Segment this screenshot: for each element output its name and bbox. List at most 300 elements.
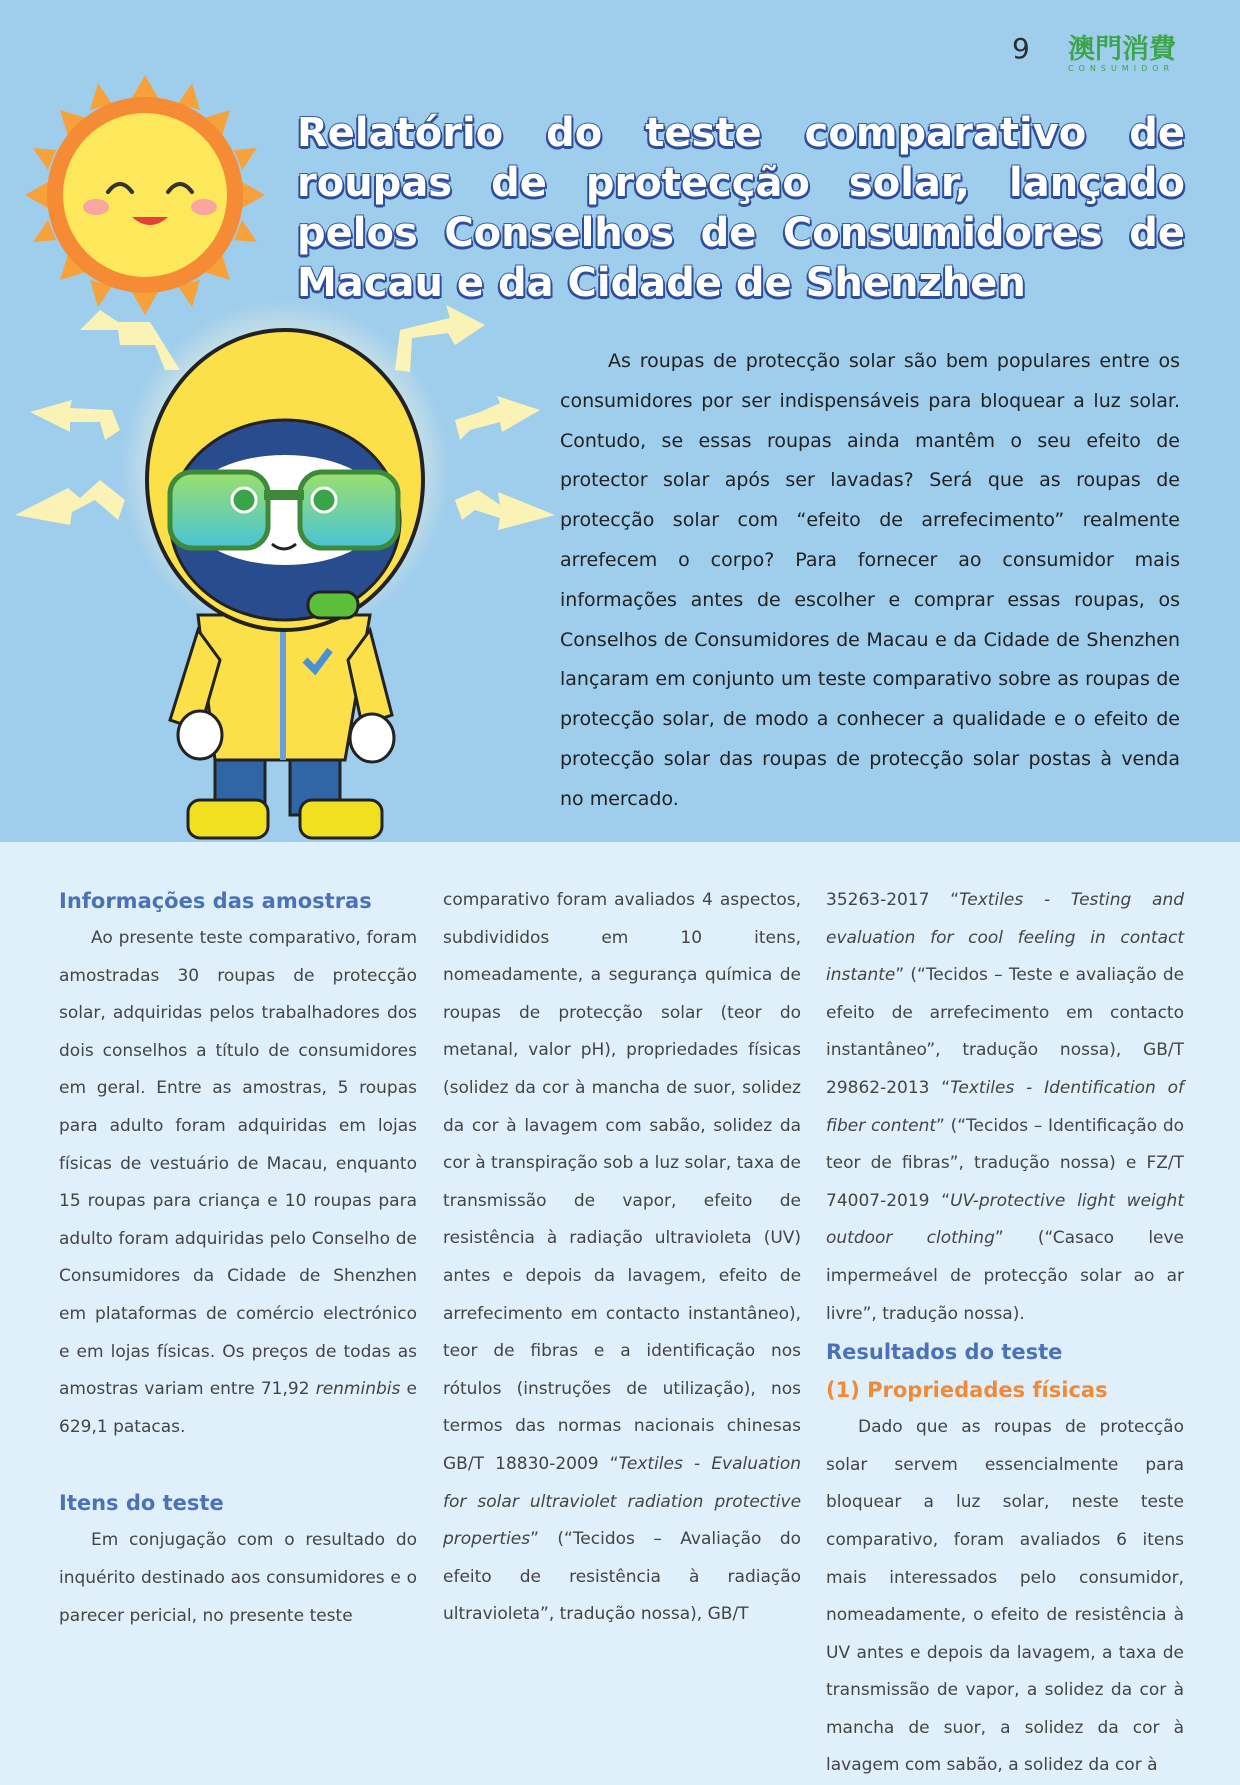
items-text-run: resistência: [569, 1566, 661, 1587]
items-text-run: ”: [994, 1228, 1004, 1249]
items-text-run: das: [515, 1416, 546, 1437]
items-text-run: [929, 1191, 941, 1211]
items-text-run: [941, 1040, 963, 1060]
items-text-run: transmissão: [443, 1190, 547, 1211]
items-text-run: livre”,: [826, 1303, 877, 1324]
items-text-run: (solidez: [443, 1077, 509, 1098]
items-text-run: de: [779, 1153, 801, 1174]
items-text-run: [1032, 1078, 1044, 1098]
items-text-run: of: [1167, 1077, 1184, 1098]
items-text-run: de: [779, 1265, 802, 1286]
items-text-run: e: [390, 1567, 401, 1588]
samples-paragraph: [59, 920, 417, 1446]
items-text-run: tradução: [882, 1303, 959, 1324]
items-text-run: [539, 1529, 557, 1549]
items-text-run: [501, 1003, 519, 1023]
items-text-run: 18830-2009: [495, 1453, 599, 1474]
items-text-run: e: [1125, 1153, 1137, 1174]
items-text-run: -: [1043, 890, 1051, 910]
items-text-run: [519, 1492, 530, 1512]
items-text-run: a: [590, 965, 602, 986]
items-text-run: pericial,: [129, 1605, 198, 1626]
items-text-run: transpiração: [491, 1153, 598, 1174]
items-text-run: [581, 1266, 593, 1286]
page-number: 9: [1012, 32, 1030, 65]
items-text-run: do: [1162, 1115, 1185, 1136]
items-text-run: propriedades: [626, 1040, 739, 1061]
samples-text-1: Ao presente teste comparativo, foram amostradas 30 roupas de protecção solar, adquiridas pelos trabalhadores dos dois conselhos a título de consumidores em geral. Entre as amostras, 5 roupas para adulto foram adquiridas em lojas físicas de vestuário de Macau, enquanto 15 roupas para criança e 10 roupas para adulto foram adquiridas pelo Conselho de Consumidores da Cidade de Shenzhen em plataformas de comércio electrónico e em lojas físicas. Os preços de todas as amostras variam entre 71,92: [59, 928, 417, 1400]
items-text-run: [1114, 1228, 1148, 1248]
items-text-run: efeito: [718, 1265, 768, 1286]
items-text-run: [226, 1530, 237, 1550]
items-text-run: ar: [1166, 1265, 1185, 1286]
items-text-run: solar: [660, 1002, 703, 1023]
items-text-run: [1050, 890, 1071, 910]
items-text-run: teste: [309, 1605, 353, 1626]
items-text-run: instantâneo),: [688, 1303, 802, 1324]
items-text-run: avaliação: [1075, 965, 1157, 986]
items-text-run: teor: [443, 1341, 478, 1362]
items-text-run: [557, 1228, 569, 1248]
results-heading: Resultados do teste: [826, 1340, 1063, 1365]
items-text-run: [295, 1530, 306, 1550]
items-text-run: [563, 1304, 571, 1324]
items-text-run: (“Tecidos: [910, 965, 988, 986]
items-text-run: Textiles: [959, 890, 1024, 910]
items-text-run: de: [666, 1077, 688, 1098]
items-text-run: química: [704, 965, 773, 986]
items-text-run: [616, 1492, 627, 1512]
items-text-run: –: [1033, 1115, 1043, 1136]
items-text-run: [700, 1454, 711, 1474]
mascot-character: [147, 330, 423, 838]
items-text-run: for: [930, 927, 954, 948]
items-text-run: consumidores: [266, 1567, 385, 1588]
items-text-run: [913, 1003, 930, 1023]
items-text-run: radiation: [627, 1491, 704, 1512]
items-text-run: (“Tecidos: [950, 1115, 1029, 1136]
items-text-run: à: [546, 1228, 558, 1249]
items-text-run: luz: [654, 1153, 680, 1174]
items-text-run: de: [779, 965, 801, 986]
items-text-run: efeito: [443, 1566, 492, 1587]
items-text-run: [515, 1341, 531, 1361]
items-text-run: [772, 965, 780, 985]
items-text-run: [1038, 1040, 1060, 1060]
items-text-run: [647, 1379, 662, 1399]
items-text-run: [953, 928, 968, 948]
items-text-run: de: [870, 1153, 892, 1174]
items-text-run: [661, 1567, 689, 1587]
items-text-run: [601, 965, 609, 985]
items-text-run: [964, 1153, 974, 1173]
items-text-run: [915, 928, 930, 948]
items-text-run: de: [626, 1378, 648, 1399]
items-text-run: da: [779, 1115, 802, 1136]
items-text-run: for: [443, 1491, 467, 1512]
items-text-run: [1106, 928, 1121, 948]
items-text-run: avaliados: [614, 890, 695, 910]
items-text-run: –: [994, 965, 1003, 986]
items-text-run: depois: [525, 1265, 582, 1286]
items-text-run: [547, 1191, 574, 1211]
items-text-run: destinado: [141, 1567, 225, 1588]
items-text-run: [676, 1191, 703, 1211]
items-text-run: com: [237, 1530, 274, 1551]
items-text-run: [1014, 1078, 1026, 1098]
items-text-run: cor: [542, 1077, 569, 1098]
column-3: [826, 882, 1184, 1785]
items-text-run: [541, 1567, 569, 1587]
items-text-run: antes: [443, 1265, 491, 1286]
items-text-run: a: [620, 1341, 631, 1362]
items-text-run: “: [950, 890, 959, 910]
items-text-run: arrefecimento: [929, 1002, 1050, 1023]
items-text-run: (instruções: [516, 1378, 612, 1399]
items-text-run: [702, 928, 754, 948]
items-text-run: -: [694, 1453, 701, 1474]
samples-heading: Informações das amostras: [59, 889, 372, 913]
items-text-run: [503, 1416, 515, 1436]
items-text-run: da: [443, 1115, 465, 1136]
column-1: [59, 882, 417, 1635]
items-text-run: solar,: [684, 1153, 732, 1174]
items-text-run: [761, 1529, 779, 1549]
items-text-run: ultravioleta: [654, 1228, 752, 1249]
items-text-run: 35263-2017: [826, 890, 930, 910]
logo-text: 澳門消費: [1068, 34, 1176, 65]
items-text-run: “: [609, 1453, 619, 1474]
items-text-run: [875, 1003, 892, 1023]
items-text-run: evaluation: [826, 927, 916, 948]
items-text-run: vapor,: [622, 1190, 677, 1211]
items-text-run: contacto: [605, 1303, 680, 1324]
items-text-run: radiação: [727, 1566, 802, 1587]
items-text-run: [683, 1454, 694, 1474]
items-text-run: conjugação: [129, 1530, 227, 1551]
items-text-run: [484, 1454, 495, 1474]
items-text-run: [549, 928, 601, 948]
items-text-run: fiber: [826, 1115, 866, 1136]
items-text-run: (UV): [763, 1228, 802, 1249]
items-text-run: roupas: [443, 1002, 501, 1023]
results-paragraph: Dado que as roupas de protecção solar servem essencialmente para bloquear a luz solar, neste teste comparativo, foram avaliados 6 itens mais interessados pelo consumidor, nomeadamente, o efeito de resistência à UV antes e depois da lavagem, a taxa de transmissão de vapor, a solidez da cor à mancha de suor, a solidez da cor à lavagem com sabão, a solidez da cor à: [826, 1417, 1184, 1776]
items-text-run: solar: [1080, 1265, 1122, 1286]
items-text-run: [1004, 1228, 1038, 1248]
items-text-run: fibras”,: [901, 1153, 964, 1174]
items-text-run: nos: [770, 1378, 801, 1399]
items-text-run: instantâneo”,: [826, 1040, 941, 1061]
items-text-run: da: [514, 1077, 536, 1098]
items-text-run: [571, 1040, 581, 1060]
items-text-run: presente: [229, 1605, 305, 1626]
items-text-run: parecer: [59, 1605, 125, 1626]
items-text-run: [1023, 890, 1044, 910]
items-text-run: [385, 1530, 396, 1550]
samples-text-2: e 629,1 patacas.: [59, 1379, 417, 1437]
items-text-run: [1121, 1266, 1133, 1286]
items-text-run: (“Tecidos: [557, 1529, 635, 1550]
items-text-run: [1076, 928, 1091, 948]
items-text-run: segurança: [608, 965, 698, 986]
items-text-run: [695, 890, 702, 910]
items-text-run: [1065, 1191, 1077, 1211]
items-text-run: [598, 1304, 606, 1324]
items-text-run: da: [593, 1265, 616, 1286]
items-text-run: [706, 1266, 718, 1286]
items-text-run: suor,: [693, 1077, 736, 1098]
items-text-run: [1050, 1153, 1060, 1173]
items-text-run: de: [891, 1002, 913, 1023]
logo-subtitle: CONSUMIDOR: [1068, 64, 1175, 73]
items-text-run: weight: [1126, 1190, 1184, 1211]
items-text-run: [478, 1341, 494, 1361]
items-text-run: [662, 1529, 680, 1549]
items-text-run: cor: [471, 1115, 499, 1136]
items-text-run: 10: [680, 927, 703, 948]
items-text-run: de: [779, 1190, 801, 1211]
items-text-run: de: [493, 1341, 515, 1362]
items-text-run: [518, 1040, 528, 1060]
items-text-run: ultravioleta”,: [443, 1604, 555, 1625]
items-text-run: subdivididos: [443, 927, 550, 948]
items-text-run: nossa): [1059, 1153, 1116, 1174]
items-text-run: [501, 1379, 516, 1399]
items-paragraph-end: [826, 882, 1184, 1333]
items-text-run: lavagem,: [627, 1265, 707, 1286]
items-text-run: ao: [1133, 1265, 1155, 1286]
items-text-run: de: [573, 1190, 596, 1211]
items-text-run: de: [950, 1265, 972, 1286]
items-text-run: o: [406, 1567, 417, 1588]
items-text-run: resultado: [305, 1530, 386, 1551]
items-text-run: protecção: [983, 1265, 1068, 1286]
items-text-run: [583, 965, 591, 985]
items-text-run: ”: [530, 1529, 539, 1550]
items-text-run: and: [1152, 890, 1185, 910]
items-text-run: –: [653, 1529, 662, 1550]
items-text-run: [621, 1416, 633, 1436]
items-text-run: [490, 1266, 502, 1286]
items-text-run: sabão,: [649, 1115, 706, 1136]
items-text-run: UV-protective: [950, 1190, 1066, 1211]
items-text-run: 4: [702, 890, 713, 910]
items-text-run: identificação: [646, 1341, 756, 1362]
items-text-run: “: [941, 1077, 951, 1098]
items-text-run: [714, 1416, 726, 1436]
items-text-run: utilização),: [662, 1378, 756, 1399]
items-text-run: leve: [1148, 1228, 1185, 1249]
items-text-run: no: [202, 1605, 224, 1626]
items-text-run: [550, 890, 557, 910]
items-text-run: Avaliação: [680, 1529, 762, 1550]
items-text-run: impermeável: [826, 1265, 938, 1286]
items-text-run: [1116, 1153, 1126, 1173]
items-text-run: [1136, 1153, 1146, 1173]
items-text-run: [861, 1153, 871, 1173]
items-text-run: do: [395, 1530, 418, 1551]
items-text-run: ”: [936, 1115, 945, 1136]
items-text-run: do: [779, 1002, 802, 1023]
items-text-run: Teste: [1008, 965, 1053, 986]
items-text-run: GB/T: [707, 1604, 749, 1625]
items-text-run: [702, 1003, 720, 1023]
items-text-run: in: [1090, 927, 1106, 948]
items-text-run: [1093, 1003, 1110, 1023]
items-text-run: -: [1026, 1077, 1033, 1098]
items-text-run: [892, 1153, 902, 1173]
items-text-run: cor: [443, 1153, 470, 1174]
items-text-run: a: [638, 1153, 650, 1174]
items-text-run: [1049, 1003, 1066, 1023]
items-text-run: [578, 1341, 594, 1361]
items-text-run: do: [779, 1529, 802, 1550]
items-text-run: valor: [528, 1040, 571, 1061]
items-text-run: cool: [968, 927, 1003, 948]
items-text-run: taxa: [736, 1153, 775, 1174]
items-paragraph: [59, 1522, 417, 1635]
items-text-run: [643, 1003, 661, 1023]
items-text-run: content: [870, 1115, 937, 1136]
items-text-run: [929, 890, 950, 910]
items-text-run: feeling: [1017, 927, 1076, 948]
items-text-run: [466, 1492, 477, 1512]
items-text-run: de: [519, 1566, 542, 1587]
items-text-run: [599, 1454, 610, 1474]
items-text-run: normas: [557, 1416, 622, 1437]
items-text-run: e: [593, 1341, 605, 1362]
sun-icon: [25, 75, 265, 315]
items-text-run: [631, 1341, 647, 1361]
items-text-run: [756, 1379, 771, 1399]
items-text-run: à: [689, 1566, 700, 1587]
items-text-run: fibras: [530, 1341, 579, 1362]
items-text-run: [1121, 1040, 1143, 1060]
items-text-run: Em: [91, 1530, 119, 1551]
items-text-run: Evaluation: [711, 1453, 802, 1474]
items-text-run: ”: [895, 965, 905, 986]
items-text-run: lavagem: [524, 1115, 598, 1136]
items-text-run: Testing: [1070, 890, 1132, 910]
items-text-run: tradução: [962, 1040, 1039, 1061]
items-text-run: foram: [556, 890, 608, 910]
items-text-run: [464, 1116, 472, 1136]
items-text-run: de: [519, 1002, 541, 1023]
items-text-run: tradução: [973, 1153, 1050, 1174]
items-text-run: [1154, 1266, 1166, 1286]
items-text-run: [938, 1266, 950, 1286]
items-text-run: [713, 890, 720, 910]
magazine-logo: [1068, 34, 1188, 73]
items-text-run: 29862-2013: [826, 1077, 930, 1098]
results-subheading: (1) Propriedades físicas: [826, 1378, 1108, 1403]
items-text-run: [762, 1003, 780, 1023]
items-text-run: contact: [1120, 927, 1184, 948]
items-text-run: [680, 1304, 688, 1324]
column-2: [443, 882, 801, 1634]
items-text-run: clothing: [926, 1228, 995, 1249]
items-text-run: radiação: [569, 1228, 643, 1249]
items-text-run: Identificação: [1048, 1115, 1158, 1136]
items-heading: Itens do teste: [59, 1491, 224, 1516]
items-text-run: instante: [826, 965, 896, 986]
items-text-run: aos: [230, 1567, 261, 1588]
items-text-run: “: [941, 1190, 951, 1211]
items-text-run: GB/T: [443, 1453, 484, 1474]
items-text-run: à: [475, 1153, 486, 1174]
items-text-run: [971, 1266, 983, 1286]
items-text-run: o: [284, 1530, 295, 1551]
items-text-run: mancha: [591, 1077, 660, 1098]
items-text-run: [615, 1266, 627, 1286]
items-text-run: [604, 1341, 620, 1361]
items-text-run: [492, 1567, 520, 1587]
items-text-run: [1156, 1078, 1168, 1098]
article-title: Relatório do teste comparativo de roupas de protecção solar, lançado pelos Conselhos de Consumidores de Macau e da Cidade de Shenzhen: [297, 110, 1185, 306]
items-text-run: nos: [770, 1341, 802, 1362]
items-text-run: nossa),: [640, 1604, 703, 1625]
items-text-run: ultraviolet: [529, 1491, 617, 1512]
items-text-run: light: [1077, 1190, 1115, 1211]
items-text-run: [1131, 890, 1152, 910]
items-text-run: protecção: [558, 1002, 643, 1023]
items-text-run: (teor: [720, 1002, 762, 1023]
items-text-run: com: [605, 1115, 642, 1136]
items-text-run: [752, 1191, 779, 1211]
items-text-run: nossa).: [963, 1303, 1025, 1324]
items-text-run: [643, 1228, 655, 1248]
items-text-run: efeito: [703, 1190, 753, 1211]
items-text-run: [118, 1530, 129, 1550]
items-text-run: metanal,: [443, 1040, 519, 1061]
items-text-run: [1003, 928, 1018, 948]
items-text-run: chinesas: [726, 1416, 802, 1437]
items-text-run: itens,: [754, 927, 801, 948]
items-text-run: [513, 1266, 525, 1286]
items-text-run: properties: [443, 1529, 531, 1550]
items-text-run: à: [506, 1115, 517, 1136]
items-text-run: de: [1162, 965, 1185, 986]
items-text-run: [752, 1228, 764, 1248]
items-text-run: (“Casaco: [1037, 1228, 1115, 1249]
items-text-run: [738, 1040, 748, 1060]
items-text-run: em: [570, 1303, 598, 1324]
items-text-run: GB/T: [1143, 1040, 1184, 1061]
items-text-run: termos: [443, 1416, 503, 1437]
items-text-run: [595, 1191, 622, 1211]
items-text-run: outdoor: [826, 1228, 893, 1249]
items-text-run: [699, 1567, 727, 1587]
items-text-run: rótulos: [443, 1378, 502, 1399]
items-text-run: [540, 1003, 558, 1023]
items-text-run: [274, 1530, 285, 1550]
items-text-run: em: [601, 927, 629, 948]
items-text-run: solar: [477, 1491, 519, 1512]
items-text-run: [545, 1416, 557, 1436]
items-text-run: solidez: [713, 1115, 773, 1136]
items-text-run: e: [1058, 965, 1070, 986]
items-text-run: pH),: [580, 1040, 617, 1061]
items-text-run: [1115, 1191, 1127, 1211]
items-text-run: [535, 1228, 547, 1248]
items-text-run: FZ/T: [1146, 1153, 1184, 1174]
items-text-run: solidez: [742, 1077, 801, 1098]
items-text-run: nacionais: [633, 1416, 715, 1437]
items-text-run: Identification: [1044, 1077, 1156, 1098]
items-text-run: [697, 965, 705, 985]
intro-paragraph: As roupas de protecção solar são bem populares entre os consumidores por ser indispensáveis para bloquear a luz solar. Contudo, se essas roupas ainda mantêm o seu efeito de protector solar após ser lavadas? Será que as roupas de protecção solar com “efeito de arrefecimento” realmente arrefecem o corpo? Para fornecer ao consumidor mais informações antes de escolher e comprar essas roupas, os Conselhos de Consumidores de Macau e da Cidade de Shenzhen lançaram em conjunto um teste comparativo sobre as roupas de protecção solar, de modo a conhecer a qualidade e o efeito de protecção solar das roupas de protecção solar postas à venda no mercado.: [560, 350, 1180, 810]
items-text-run: sob: [603, 1153, 634, 1174]
